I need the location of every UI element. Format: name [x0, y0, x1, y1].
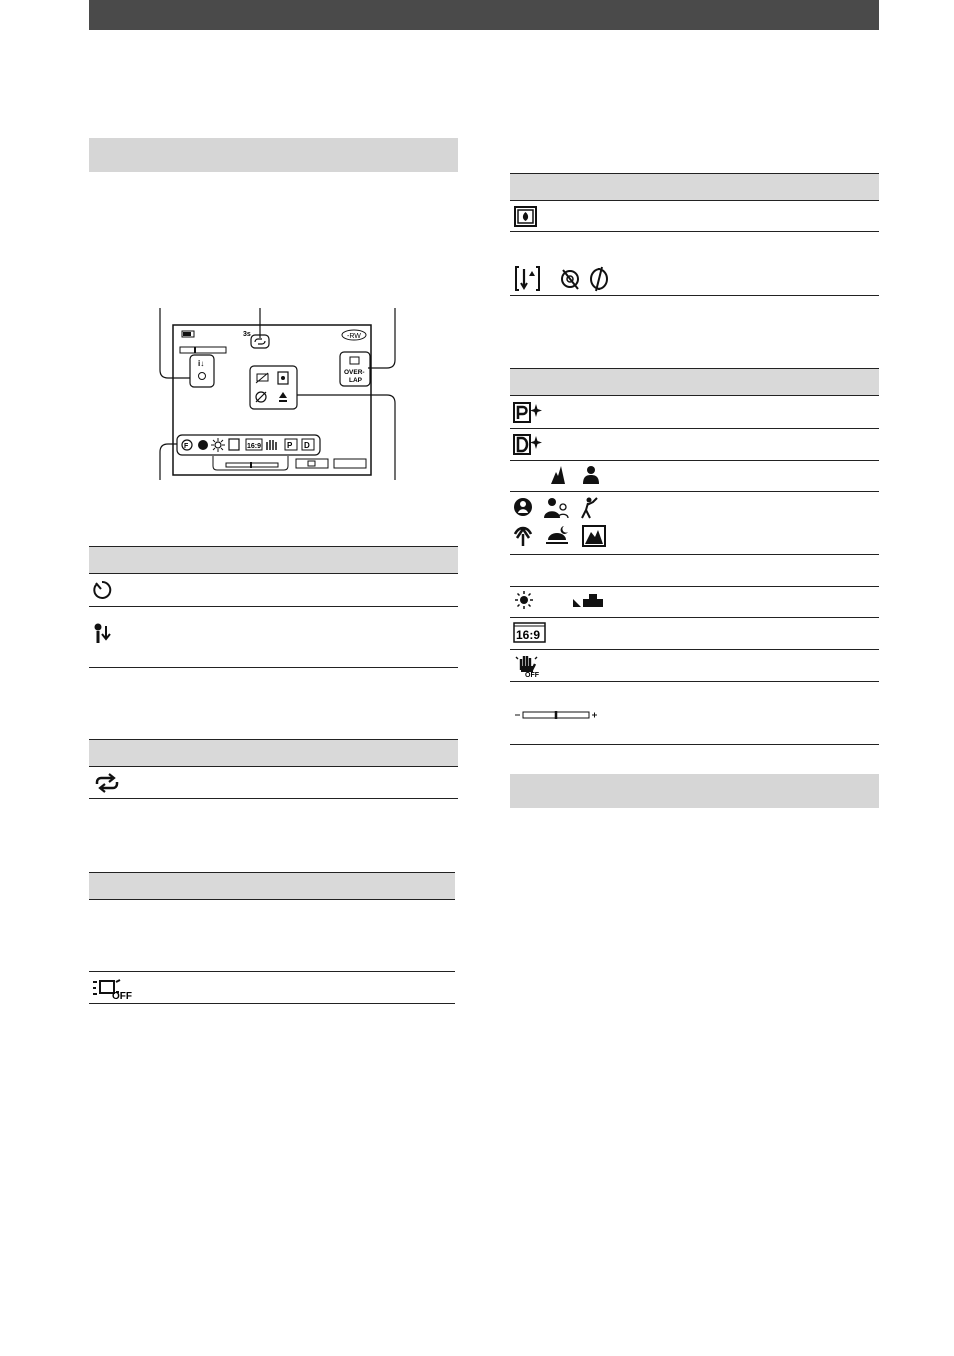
landscape-portrait-icons	[548, 464, 604, 486]
left-table-2-header	[89, 739, 458, 767]
svg-text:LAP: LAP	[349, 377, 362, 384]
microphone-icon	[94, 623, 114, 645]
overlap-off-icon	[92, 978, 134, 1000]
right-table-2-rule-2	[510, 460, 879, 461]
right-table-1-bottom-rule	[510, 295, 879, 296]
left-table-1-bottom-rule	[89, 667, 458, 668]
right-table-2-header	[510, 368, 879, 396]
repeat-icon	[92, 774, 122, 792]
svg-text:D: D	[304, 441, 310, 450]
off-label: OFF	[112, 991, 132, 1002]
left-table-3-header	[89, 872, 455, 900]
lcd-screen-diagram	[150, 300, 410, 490]
right-table-1-header	[510, 173, 879, 201]
steadyshot-off-icon	[513, 652, 541, 678]
svg-text:3s: 3s	[243, 331, 251, 338]
right-table-1-rule	[510, 231, 879, 232]
right-table-2-rule-7	[510, 649, 879, 650]
right-table-2-rule-3	[510, 491, 879, 492]
capture-icons	[514, 265, 614, 293]
top-header-bar	[89, 0, 879, 30]
section-bar-right	[510, 774, 879, 808]
light-icon	[514, 206, 538, 228]
right-table-2-rule-1	[510, 428, 879, 429]
self-timer-icon	[92, 580, 112, 600]
digital-effect-icon	[513, 434, 543, 456]
svg-text:OVER-: OVER-	[344, 369, 365, 376]
left-table-1-rule	[89, 606, 458, 607]
right-table-2-bottom-rule	[510, 744, 879, 745]
ratio-label: 16:9	[247, 443, 262, 450]
left-table-1-header	[89, 546, 458, 574]
wide-16-9-icon	[513, 622, 547, 644]
svg-text:i↓: i↓	[198, 359, 205, 368]
wide-ratio-label: 16:9	[516, 628, 541, 642]
exposure-bar-icon	[514, 708, 598, 722]
left-table-3-bottom-rule	[89, 1003, 455, 1004]
left-table-3-rule	[89, 971, 455, 972]
right-table-2-rule-5	[510, 586, 879, 587]
scene-icons	[513, 496, 613, 548]
right-table-2-rule-6	[510, 617, 879, 618]
section-bar-left	[89, 138, 458, 172]
steady-off-label: OFF	[525, 672, 539, 679]
svg-text:P: P	[287, 441, 293, 450]
picture-effect-icon	[513, 402, 543, 424]
right-table-2-rule-4	[510, 554, 879, 555]
svg-text:F: F	[184, 443, 189, 450]
left-table-2-bottom-rule	[89, 798, 458, 799]
right-table-2-rule-8	[510, 681, 879, 682]
rw-label: -RW	[347, 333, 361, 340]
white-balance-icons	[513, 589, 617, 613]
